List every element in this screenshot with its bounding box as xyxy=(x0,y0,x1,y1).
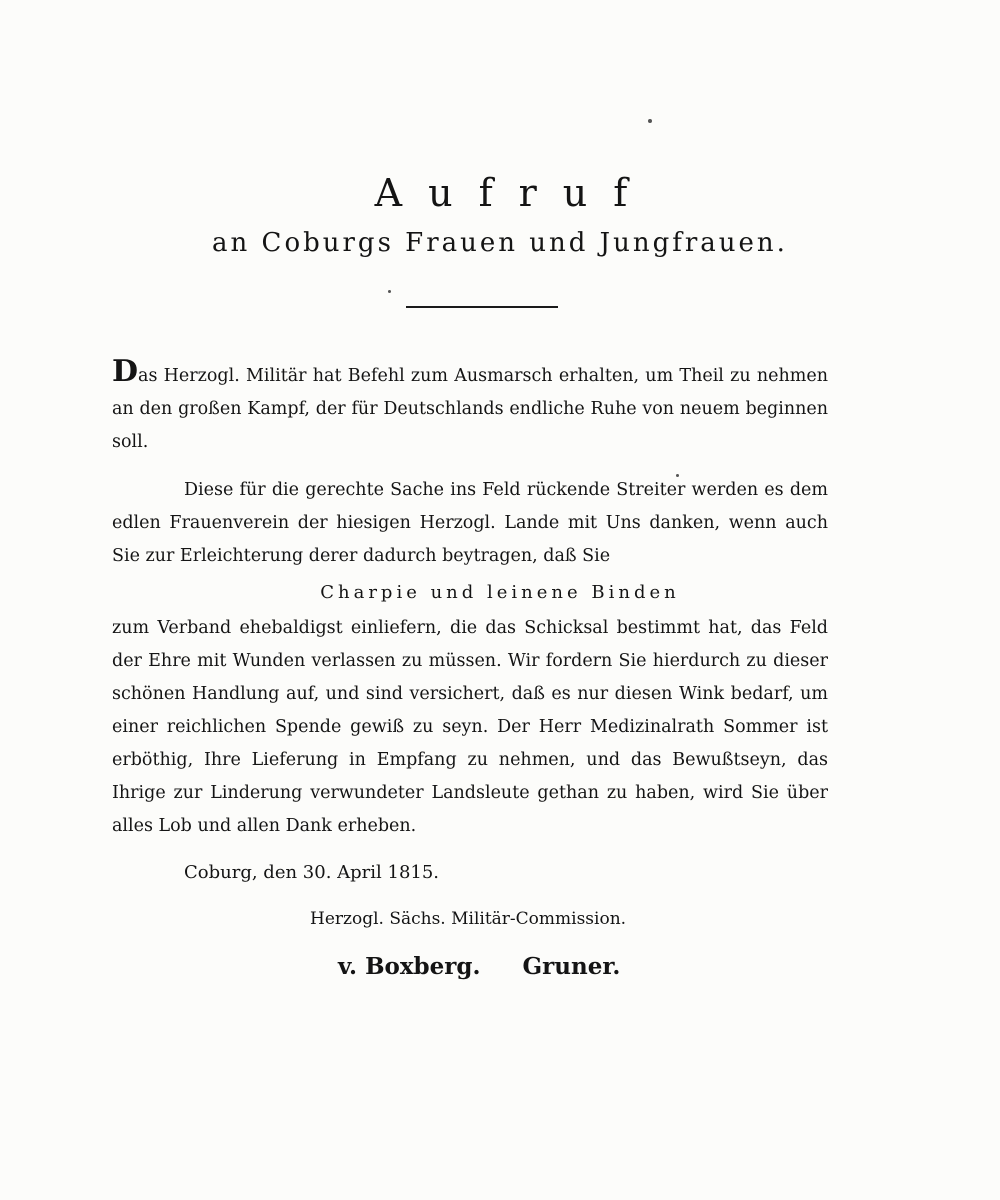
paragraph-details: zum Verband ehebaldigst einliefern, die das Schicksal bestimmt hat, das Feld der Ehre mit Wunden verlassen zu müssen. Wir fordern Sie hierdurch zu dieser schönen Handlung auf, und sind versichert, daß es nur diesen Wink bedarf, um einer reichlichen Spende gewiß zu seyn. Der Herr Medizinalrath Sommer ist erböthig, Ihre Lieferung in Empfang zu nehmen, und das Bewußtseyn, das Ihrige zur Linderung verwundeter Landsleute gethan zu haben, wird Sie über alles Lob und allen Dank erheben. xyxy=(112,618,828,836)
print-speck xyxy=(388,290,391,293)
place-date: Coburg, den 30. April 1815. xyxy=(184,862,440,883)
title-divider xyxy=(406,306,558,308)
emphasis-line: Charpie und leinene Binden xyxy=(320,582,680,603)
signer-gruner: Gruner. xyxy=(522,953,621,980)
print-speck xyxy=(648,119,652,123)
paragraph-appeal: Diese für die gerechte Sache ins Feld rückende Streiter werden es dem edlen Frauenverein der hiesigen Herzogl. Lande mit Uns danken, wenn auch Sie zur Erleichterung derer dadurch beytragen, daß Sie xyxy=(112,480,828,566)
signer-boxberg: v. Boxberg. xyxy=(338,953,481,980)
page-subtitle: an Coburgs Frauen und Jungfrauen. xyxy=(212,228,788,258)
paragraph-intro-text: as Herzogl. Militär hat Befehl zum Ausmarsch erhalten, um Theil zu nehmen an den großen Kampf, der für Deutschlands endliche Ruhe von neuem beginnen soll. xyxy=(112,366,828,452)
page-title: Aufruf xyxy=(374,171,654,215)
issuing-authority: Herzogl. Sächs. Militär-Commission. xyxy=(310,909,627,929)
signatures xyxy=(338,950,620,984)
drop-cap: D xyxy=(112,354,139,389)
paragraph-intro xyxy=(112,354,828,459)
